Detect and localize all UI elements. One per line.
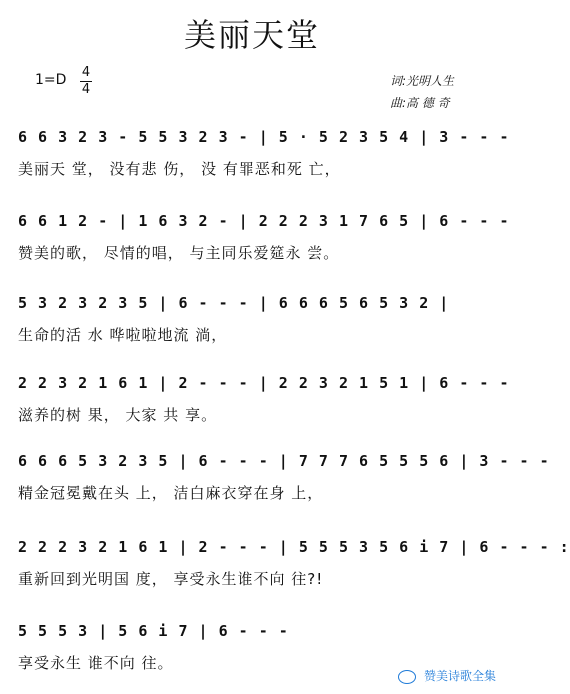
song-title: 美丽天堂 — [183, 16, 320, 54]
score-row — [18, 452, 550, 522]
notation-line: 5 5 5 3 | 5 6 i 7 | 6 - - - — [18, 622, 289, 640]
composer: 曲:高 德 奇 — [390, 96, 450, 110]
notation-line: 5 3 2 3 2 3 5 | 6 - - - | 6 6 6 5 6 5 3 2 | — [18, 294, 450, 312]
watermark — [398, 667, 496, 684]
lyricist: 词:光明人生 — [390, 74, 455, 88]
score-row — [18, 212, 510, 282]
notation-line: 2 2 2 3 2 1 6 1 | 2 - - - | 5 5 5 3 5 6 i 7 | 6 - - - : — [18, 538, 570, 556]
score-row — [18, 374, 510, 444]
lyrics-line: 生命的活 水 哗啦啦地流 淌， — [18, 326, 228, 344]
time-signature — [80, 66, 92, 97]
score-row — [18, 538, 570, 608]
key-signature: 1=D — [35, 72, 67, 88]
lyrics-line: 滋养的树 果， 大家 共 享。 — [18, 406, 218, 424]
lyrics-line: 精金冠冕戴在头 上， 洁白麻衣穿在身 上， — [18, 484, 324, 502]
notation-line: 6 6 1 2 - | 1 6 3 2 - | 2 2 2 3 1 7 6 5 | 6 - - - — [18, 212, 510, 230]
notation-line: 6 6 6 5 3 2 3 5 | 6 - - - | 7 7 7 6 5 5 5 6 | 3 - - - — [18, 452, 550, 470]
wechat-icon — [398, 670, 416, 684]
meter-bottom: 4 — [81, 82, 91, 97]
notation-line: 2 2 3 2 1 6 1 | 2 - - - | 2 2 3 2 1 5 1 | 6 - - - — [18, 374, 510, 392]
score-row — [18, 128, 510, 198]
watermark-text: 赞美诗歌全集 — [423, 669, 496, 683]
notation-line: 6 6 3 2 3 - 5 5 3 2 3 - | 5 · 5 2 3 5 4 | 3 - - - — [18, 128, 510, 146]
score-row — [18, 294, 488, 364]
lyrics-line: 美丽天 堂， 没有悲 伤， 没 有罪恶和死 亡， — [18, 160, 341, 178]
lyrics-line: 重新回到光明国 度， 享受永生谁不向 往?! — [18, 570, 324, 588]
meter-top: 4 — [81, 65, 91, 80]
credits — [390, 70, 454, 114]
lyrics-line: 享受永生 谁不向 往。 — [18, 654, 174, 672]
lyrics-line: 赞美的歌， 尽情的唱， 与主同乐爱筵永 尝。 — [18, 244, 340, 262]
